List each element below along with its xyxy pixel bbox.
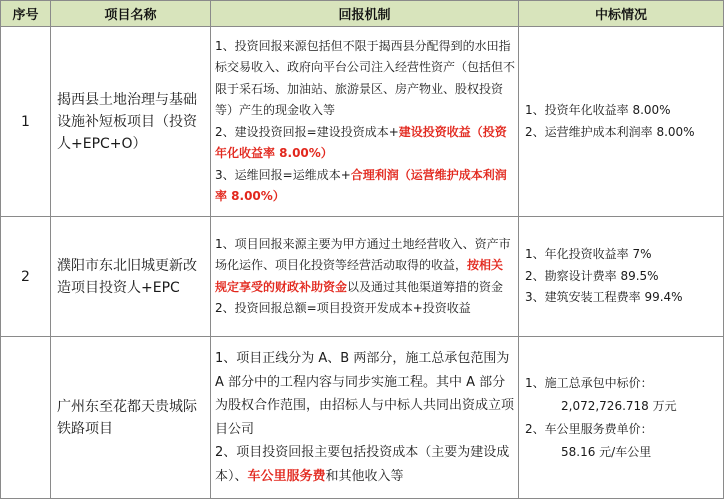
result-item: 2、车公里服务费单价：: [525, 421, 653, 436]
row-no: [1, 337, 51, 499]
return-mechanism: [211, 27, 519, 217]
bid-result: [519, 337, 724, 499]
mechanism-item: [215, 441, 515, 488]
result-item: 1、施工总承包中标价：: [525, 375, 653, 390]
highlight-text: 合理利润（运营维护成本利润率 8.00%）: [215, 167, 507, 203]
mechanism-item: 2、投资回报总额=项目投资开发成本+投资收益: [215, 301, 471, 315]
mechanism-text: 2、建设投资回报=建设投资成本+: [215, 124, 399, 139]
header-result: 中标情况: [519, 1, 724, 27]
mechanism-text: 以及通过其他渠道筹措的资金: [347, 279, 504, 294]
project-name: 广州东至花都天贵城际铁路项目: [51, 337, 211, 499]
mechanism-text: 3、运维回报=运维成本+: [215, 167, 351, 182]
mechanism-item: [215, 165, 515, 208]
mechanism-item: 1、投资回报来源包括但不限于揭西县分配得到的水田指标交易收入、政府向平台公司注入经营性资产（包括但不限于采石场、加油站、旅游景区、房产物业、股权投资等）产生的现金收入等: [215, 38, 516, 117]
mechanism-item: 1、项目正线分为 A、B 两部分，施工总承包范围为 A 部分中的工程内容与同步实施工程。其中 A 部分为股权合作范围，由招标人与中标人共同出资成立项目公司: [215, 351, 515, 437]
highlight-text: 建设投资收益（投资年化收益率 8.00%）: [215, 124, 507, 160]
highlight-text: 车公里服务费: [247, 468, 326, 484]
result-item: 2、勘察设计费率 89.5%: [525, 268, 659, 283]
mechanism-text: 和其他收入等: [325, 468, 404, 484]
table-row: [1, 337, 724, 499]
bid-result: [519, 217, 724, 337]
row-no: 2: [1, 217, 51, 337]
result-value: 58.16 元/车公里: [561, 444, 652, 459]
table-row: [1, 27, 724, 217]
mechanism-item: [215, 122, 515, 165]
header-name: 项目名称: [51, 1, 211, 27]
result-item: 3、建筑安装工程费率 99.4%: [525, 290, 683, 305]
row-no: 1: [1, 27, 51, 217]
bid-result: [519, 27, 724, 217]
highlight-text: 按相关规定享受的财政补助资金: [215, 258, 504, 294]
project-name: 濮阳市东北旧城更新改造项目投资人+EPC: [51, 217, 211, 337]
result-item: 1、年化投资收益率 7%: [525, 247, 652, 262]
return-mechanism: [211, 217, 519, 337]
result-value: 2,072,726.718 万元: [561, 398, 677, 413]
result-item: 2、运营维护成本利润率 8.00%: [525, 124, 695, 139]
table-header-row: [1, 1, 724, 27]
header-no: 序号: [1, 1, 51, 27]
mechanism-item: [215, 234, 515, 299]
table-row: [1, 217, 724, 337]
mechanism-text: 2、项目投资回报主要包括投资成本（主要为建设成本）、: [215, 445, 510, 484]
result-item: 1、投资年化收益率 8.00%: [525, 103, 671, 117]
mechanism-text: 1、项目回报来源主要为甲方通过土地经营收入、资产市场化运作、项目化投资等经营活动取得的收益，: [215, 236, 511, 272]
project-name: 揭西县土地治理与基础设施补短板项目（投资人+EPC+O）: [51, 27, 211, 217]
header-mechanism: 回报机制: [211, 1, 519, 27]
return-mechanism: [211, 337, 519, 499]
